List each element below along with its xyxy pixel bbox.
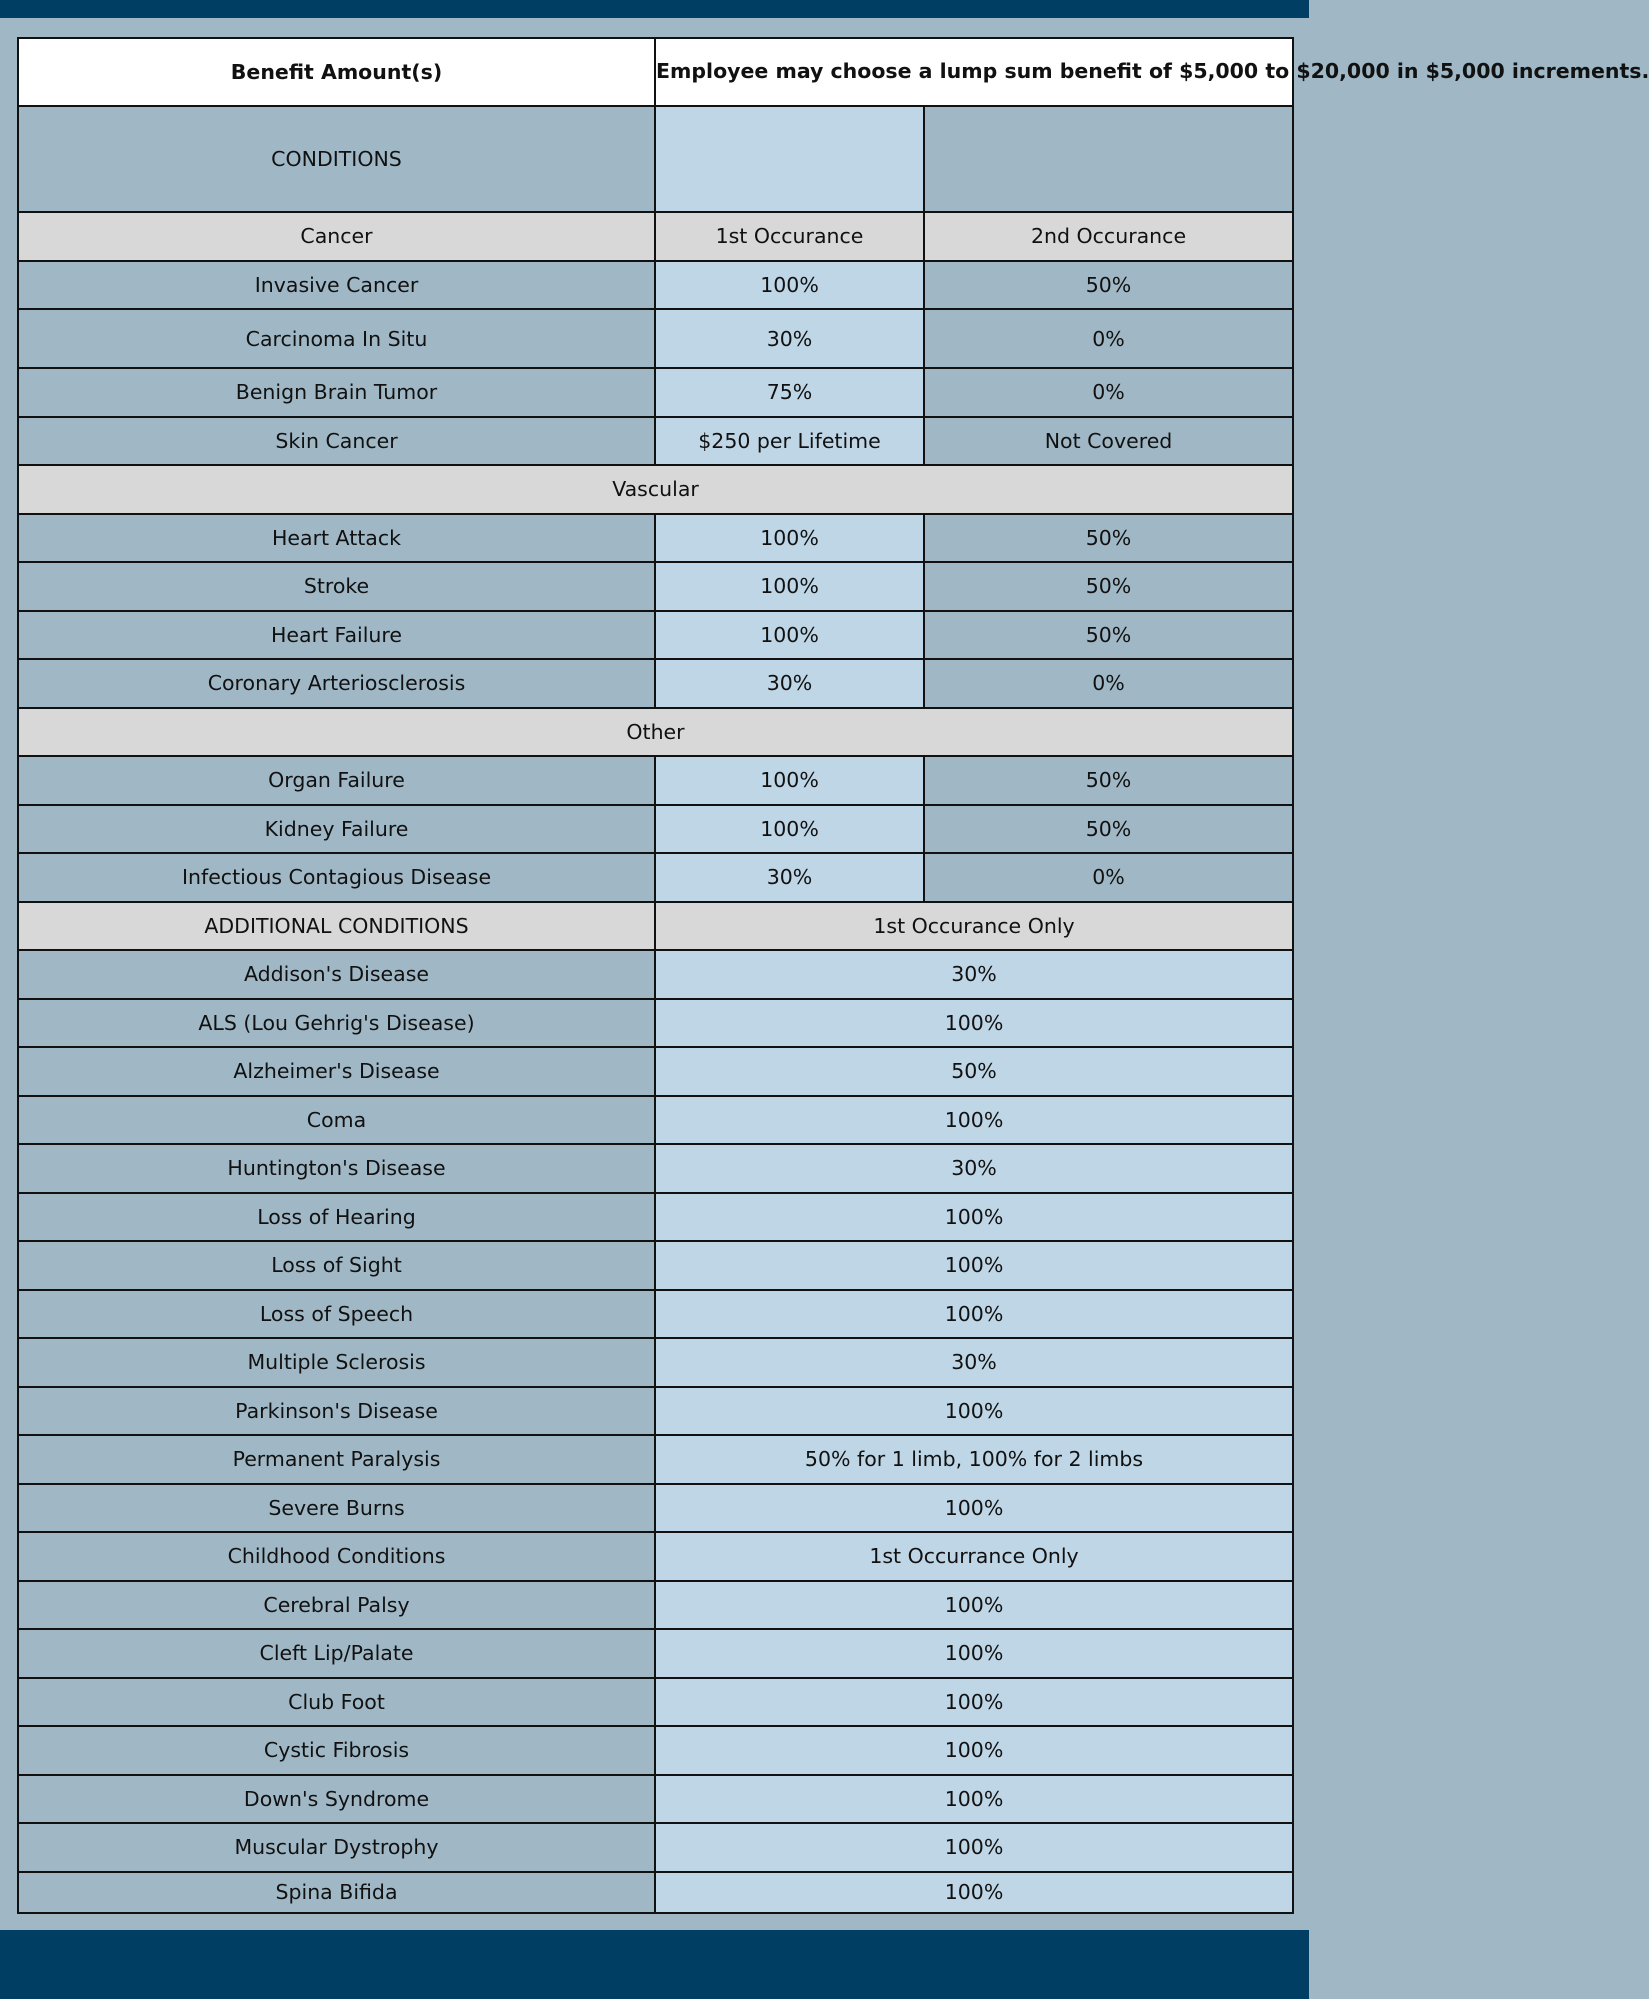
- benefit-value: 100%: [655, 1872, 1293, 1913]
- section-label-cancer: Cancer: [18, 212, 655, 261]
- first-occurrence-value: 100%: [655, 611, 924, 660]
- condition-name: Huntington's Disease: [18, 1144, 655, 1193]
- second-occurrence-value: 0%: [924, 368, 1293, 417]
- table-row: [18, 1823, 1293, 1872]
- condition-name: Heart Attack: [18, 514, 655, 563]
- condition-name: Benign Brain Tumor: [18, 368, 655, 417]
- condition-name: ALS (Lou Gehrig's Disease): [18, 999, 655, 1048]
- section-row-other: [18, 708, 1293, 757]
- table-row: [18, 1435, 1293, 1484]
- condition-name: Parkinson's Disease: [18, 1387, 655, 1436]
- benefit-value: 100%: [655, 1775, 1293, 1824]
- second-occurrence-header: 2nd Occurance: [924, 212, 1293, 261]
- first-occurrence-value: 30%: [655, 853, 924, 902]
- second-occurrence-value: 50%: [924, 562, 1293, 611]
- table-row: [18, 1144, 1293, 1193]
- first-occurrence-value: 100%: [655, 514, 924, 563]
- first-occurrence-value: 30%: [655, 309, 924, 368]
- condition-name: Severe Burns: [18, 1484, 655, 1533]
- condition-name: Heart Failure: [18, 611, 655, 660]
- table-row: [18, 1387, 1293, 1436]
- condition-name: Cleft Lip/Palate: [18, 1629, 655, 1678]
- second-occurrence-value: 50%: [924, 805, 1293, 854]
- condition-name: Cerebral Palsy: [18, 1581, 655, 1630]
- benefit-value: 30%: [655, 1338, 1293, 1387]
- condition-name: Carcinoma In Situ: [18, 309, 655, 368]
- conditions-blank-cell-2: [924, 106, 1293, 212]
- first-occurrence-value: 75%: [655, 368, 924, 417]
- benefit-value: 50%: [655, 1047, 1293, 1096]
- condition-name: Infectious Contagious Disease: [18, 853, 655, 902]
- benefit-value: 100%: [655, 1823, 1293, 1872]
- condition-name: Kidney Failure: [18, 805, 655, 854]
- condition-name: Down's Syndrome: [18, 1775, 655, 1824]
- condition-name: Coronary Arteriosclerosis: [18, 659, 655, 708]
- condition-name: Loss of Hearing: [18, 1193, 655, 1242]
- table-row: [18, 1241, 1293, 1290]
- benefit-value: 30%: [655, 1144, 1293, 1193]
- condition-name: Alzheimer's Disease: [18, 1047, 655, 1096]
- first-occurrence-value: $250 per Lifetime: [655, 417, 924, 466]
- benefit-value: 100%: [655, 1678, 1293, 1727]
- header-row: [18, 38, 1293, 106]
- first-occurrence-value: 100%: [655, 562, 924, 611]
- condition-name: Skin Cancer: [18, 417, 655, 466]
- second-occurrence-value: 0%: [924, 853, 1293, 902]
- table-row: [18, 1047, 1293, 1096]
- table-row: [18, 1872, 1293, 1913]
- first-occurrence-value: 100%: [655, 805, 924, 854]
- table-row: [18, 1290, 1293, 1339]
- condition-name: Addison's Disease: [18, 950, 655, 999]
- benefit-value: 30%: [655, 950, 1293, 999]
- additional-value-header: 1st Occurance Only: [655, 902, 1293, 951]
- condition-name: Invasive Cancer: [18, 261, 655, 310]
- section-row-cancer: [18, 212, 1293, 261]
- benefit-value: 1st Occurrance Only: [655, 1532, 1293, 1581]
- table-row: [18, 1629, 1293, 1678]
- bottom-band: [0, 1930, 1309, 1999]
- table-row: [18, 1096, 1293, 1145]
- benefit-value: 100%: [655, 1387, 1293, 1436]
- conditions-blank-cell-1: [655, 106, 924, 212]
- table-row: [18, 853, 1293, 902]
- second-occurrence-value: 50%: [924, 261, 1293, 310]
- benefit-value: 100%: [655, 1726, 1293, 1775]
- table-row: [18, 1581, 1293, 1630]
- condition-name: Muscular Dystrophy: [18, 1823, 655, 1872]
- table-row: [18, 756, 1293, 805]
- condition-name: Spina Bifida: [18, 1872, 655, 1913]
- condition-name: Multiple Sclerosis: [18, 1338, 655, 1387]
- first-occurrence-header: 1st Occurance: [655, 212, 924, 261]
- benefit-value: 100%: [655, 1629, 1293, 1678]
- table-row: [18, 417, 1293, 466]
- condition-name: Club Foot: [18, 1678, 655, 1727]
- section-label-vascular: Vascular: [18, 465, 1293, 514]
- condition-name: Organ Failure: [18, 756, 655, 805]
- condition-name: Permanent Paralysis: [18, 1435, 655, 1484]
- benefit-description: Employee may choose a lump sum benefit of $5,000 to $20,000 in $5,000 increments.: [655, 38, 1293, 106]
- first-occurrence-value: 30%: [655, 659, 924, 708]
- benefit-value: 50% for 1 limb, 100% for 2 limbs: [655, 1435, 1293, 1484]
- second-occurrence-value: 50%: [924, 611, 1293, 660]
- table-row: [18, 659, 1293, 708]
- table-row: [18, 950, 1293, 999]
- section-row-additional: [18, 902, 1293, 951]
- benefit-value: 100%: [655, 1581, 1293, 1630]
- first-occurrence-value: 100%: [655, 261, 924, 310]
- benefit-value: 100%: [655, 1241, 1293, 1290]
- table-row: [18, 1338, 1293, 1387]
- table-row: [18, 1678, 1293, 1727]
- table-row: [18, 805, 1293, 854]
- benefit-value: 100%: [655, 1096, 1293, 1145]
- top-band: [0, 0, 1309, 18]
- table-row: [18, 368, 1293, 417]
- condition-name: Cystic Fibrosis: [18, 1726, 655, 1775]
- second-occurrence-value: 50%: [924, 756, 1293, 805]
- section-label-other: Other: [18, 708, 1293, 757]
- table-row: [18, 1532, 1293, 1581]
- benefit-value: 100%: [655, 999, 1293, 1048]
- conditions-header-row: [18, 106, 1293, 212]
- table-row: [18, 1726, 1293, 1775]
- benefits-table: [17, 37, 1649, 1914]
- table-row: [18, 611, 1293, 660]
- table-row: [18, 999, 1293, 1048]
- conditions-label: CONDITIONS: [18, 106, 655, 212]
- table-row: [18, 1193, 1293, 1242]
- condition-name: Loss of Speech: [18, 1290, 655, 1339]
- condition-name: Childhood Conditions: [18, 1532, 655, 1581]
- table-row: [18, 1484, 1293, 1533]
- second-occurrence-value: 0%: [924, 309, 1293, 368]
- second-occurrence-value: 0%: [924, 659, 1293, 708]
- condition-name: Coma: [18, 1096, 655, 1145]
- second-occurrence-value: 50%: [924, 514, 1293, 563]
- table-row: [18, 562, 1293, 611]
- condition-name: Stroke: [18, 562, 655, 611]
- first-occurrence-value: 100%: [655, 756, 924, 805]
- benefit-value: 100%: [655, 1290, 1293, 1339]
- benefit-value: 100%: [655, 1193, 1293, 1242]
- benefit-value: 100%: [655, 1484, 1293, 1533]
- table-row: [18, 261, 1293, 310]
- condition-name: Loss of Sight: [18, 1241, 655, 1290]
- table-row: [18, 309, 1293, 368]
- section-label-additional: ADDITIONAL CONDITIONS: [18, 902, 655, 951]
- section-row-vascular: [18, 465, 1293, 514]
- benefit-amount-title: Benefit Amount(s): [18, 38, 655, 106]
- second-occurrence-value: Not Covered: [924, 417, 1293, 466]
- table-row: [18, 514, 1293, 563]
- table-row: [18, 1775, 1293, 1824]
